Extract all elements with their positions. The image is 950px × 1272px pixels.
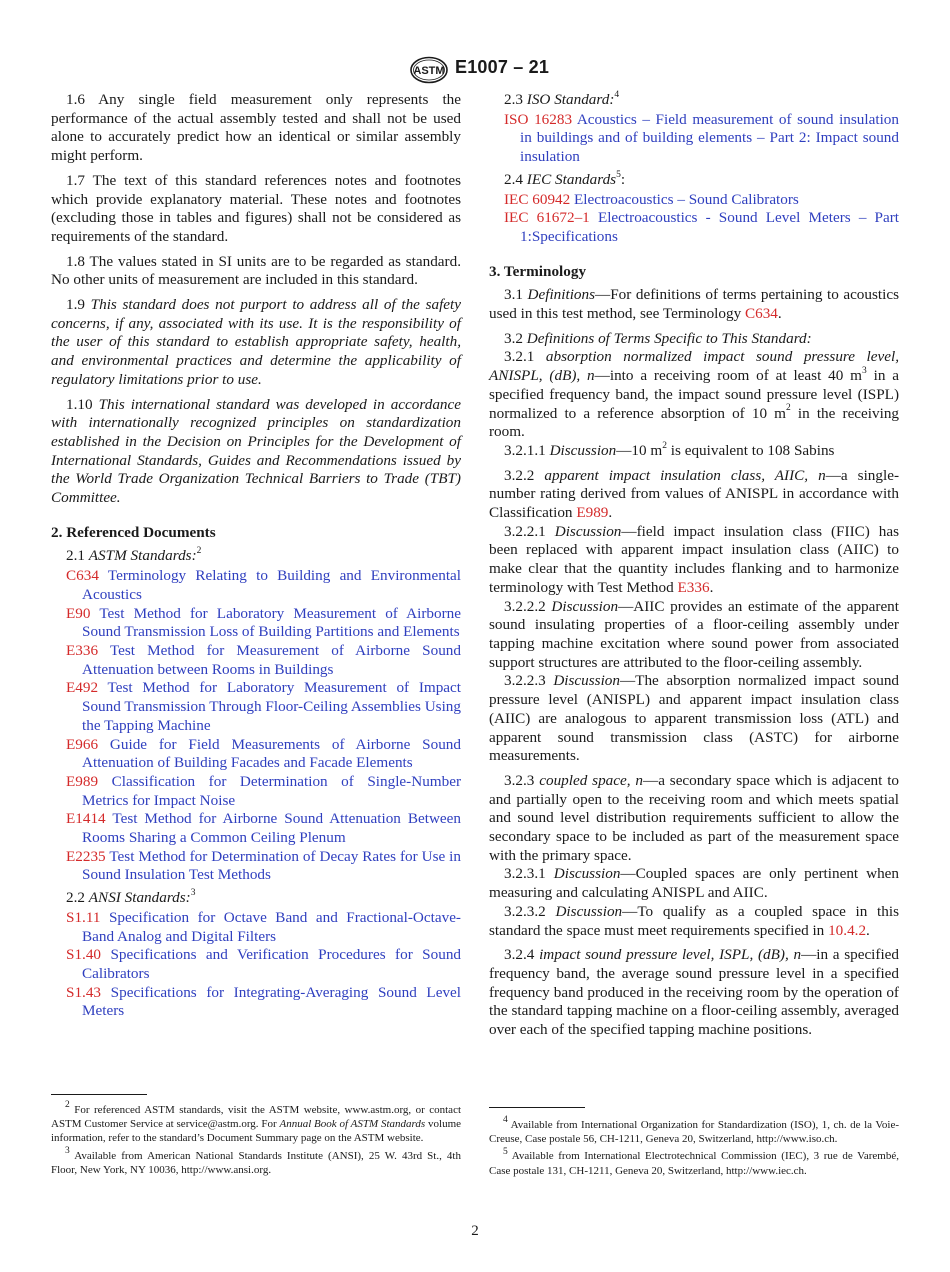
para-text: —To qualify as a coupled space in this standard the space must meet requirements specified in [489, 902, 900, 939]
ref-title[interactable]: Electroacoustics – Sound Calibrators [574, 190, 799, 208]
ref-title[interactable]: Electroacoustics - Sound Level Meters – Part 1:Specifications [520, 209, 900, 245]
term: Discussion [549, 441, 617, 459]
term: apparent impact insulation class, AIIC, n [544, 466, 826, 484]
ref-designation[interactable]: IEC 60942 [504, 190, 571, 208]
para-3-2-2 [489, 467, 899, 523]
page-number: 2 [471, 1223, 479, 1239]
section-heading-referenced-documents: 2. Referenced Documents [51, 523, 216, 541]
ref-title[interactable]: Specifications and Verification Procedures for Sound Calibrators [82, 946, 462, 982]
punctuation: . [608, 504, 613, 522]
ref-title[interactable]: Test Method for Airborne Sound Attenuation Between Rooms Sharing a Common Ceiling Plenum [82, 810, 461, 847]
ref-title[interactable]: Test Method for Laboratory Measurement of Impact Sound Transmission Through Floor-Ceiling Assemblies Using the Tapping Machine [82, 679, 462, 734]
right-column [489, 91, 899, 1046]
ref-title[interactable]: Test Method for Measurement of Airborne Sound Attenuation between Rooms in Buildings [82, 641, 461, 678]
para-text: —For definitions of terms pertaining to acoustics used in this test method, see Terminology [489, 286, 899, 323]
para-text: —field impact insulation class (FIIC) has been replaced with apparent impact insulation class (AIIC) to make clear that the quantity includes flanking and to harmonize terminology with Test Method [489, 522, 900, 596]
ref-designation[interactable]: ISO 16283 [504, 110, 573, 128]
punctuation: . [866, 921, 870, 939]
para-text: —The absorption normalized impact sound pressure level (ANISPL) and apparent impact insulation class (AIIC) are analogous to apparent transmission loss (ATL) and apparent sound transmission class (ASTC) for airborne measurements. [489, 672, 900, 765]
para-3-2-1-1 [489, 442, 899, 461]
para-3-1 [489, 286, 899, 323]
astm-logo [409, 56, 449, 84]
reference-item[interactable] [51, 642, 461, 679]
footnote-ref[interactable]: 3 [190, 888, 196, 899]
ref-designation[interactable]: S1.40 [66, 946, 102, 964]
footnote-number: 4 [503, 1115, 508, 1126]
footnote-number: 3 [65, 1145, 70, 1156]
para-1-7: 1.7 The text of this standard references notes and footnotes which provide explanatory material. These notes and footnotes (excluding those in tables and figures) shall not be considered as requirements of the standard. [51, 171, 461, 245]
subsection-number: 2.4 [504, 170, 523, 188]
para-number: 3.2 [504, 329, 523, 347]
reference-item[interactable] [51, 567, 461, 604]
footnote-4 [489, 1115, 899, 1146]
reference-item[interactable] [51, 848, 461, 885]
subsection-label: ASTM Standards: [88, 547, 197, 565]
footnote-number: 5 [503, 1146, 508, 1157]
reference-item[interactable] [489, 191, 899, 210]
footnote-text: Available from American National Standards Institute (ANSI), 25 W. 43rd St., 4th Floor, New York, NY 10036, http://www.ansi.org. [51, 1149, 461, 1176]
para-1-10 [51, 396, 461, 508]
term: Discussion [553, 865, 621, 883]
subsection-ansi-standards [51, 889, 461, 908]
ref-designation[interactable]: S1.43 [66, 983, 102, 1001]
ref-designation[interactable]: S1.11 [66, 908, 101, 926]
footnote-3 [51, 1145, 461, 1177]
footnote-ref[interactable]: 4 [614, 89, 620, 100]
ref-title[interactable]: Classification for Determination of Single-Number Metrics for Impact Noise [82, 772, 461, 809]
para-text: —a secondary space which is adjacent to and partially open to the receiving room and which meets spatial and sound level distribution requirements sufficient to allow the secondary space to be included as part of the measurement space with the primary space. [489, 771, 900, 864]
footnote-title: Annual Book of ASTM Standards [279, 1118, 426, 1131]
ref-title[interactable]: Acoustics – Field measurement of sound insulation in buildings and of building elements – Part 2: Impact sound insulation [520, 110, 899, 166]
ref-designation[interactable]: E90 [66, 604, 91, 622]
ref-title[interactable]: Specifications for Integrating-Averaging Sound Level Meters [82, 983, 461, 1020]
para-3-2-2-1 [489, 523, 899, 598]
reference-item[interactable] [51, 773, 461, 810]
ref-designation[interactable]: E966 [66, 735, 99, 753]
para-text: is equivalent to 108 Sabins [670, 441, 835, 459]
left-column [51, 91, 461, 1021]
punctuation: : [620, 170, 626, 188]
para-text: This standard does not purport to address all of the safety concerns, if any, associated with its use. It is the responsibility of the user of this standard to establish appropriate safety, health, and environmental practices and determine the applicability of regulatory limitations prior to use. [51, 296, 462, 388]
footnote-rule-right [489, 1107, 585, 1108]
footnote-ref[interactable]: 2 [196, 546, 202, 557]
para-text: This international standard was developed in accordance with internationally recognized principles on standardization established in the Decision on Principles for the Development of International Standards, Guides and Recommendations issued by the World Trade Organization Technical Barriers to Trade (TBT) Committee. [51, 395, 461, 507]
para-number: 3.2.1.1 [504, 441, 546, 459]
reference-item[interactable] [51, 679, 461, 735]
subsection-iec-standards [489, 171, 899, 190]
ref-designation[interactable]: IEC 61672–1 [504, 209, 590, 227]
para-number: 1.9 [66, 296, 85, 314]
para-3-2-2-2 [489, 598, 899, 673]
ref-title[interactable]: Test Method for Determination of Decay Rates for Use in Sound Insulation Test Methods [82, 847, 461, 884]
para-1-6: 1.6 Any single field measurement only represents the performance of the actual assembly tested and shall not be used alone to accurately predict how an identical or similar assembly might perform. [51, 91, 461, 165]
ref-title[interactable]: Test Method for Laboratory Measurement of Airborne Sound Transmission Loss of Building Partitions and Elements [82, 604, 461, 641]
punctuation: . [777, 305, 782, 323]
footnotes-right [489, 1115, 899, 1181]
ref-title[interactable]: Specification for Octave Band and Fractional-Octave-Band Analog and Digital Filters [82, 908, 461, 945]
page-header [0, 56, 950, 84]
para-text: in a specified frequency band, the impact sound pressure level (ISPL) normalized to a reference absorption of 10 m [489, 367, 900, 422]
superscript: 2 [786, 403, 791, 414]
para-text: —into a receiving room of at least 40 m [594, 367, 862, 385]
para-text: in the receiving room. [489, 404, 900, 441]
subsection-number: 2.1 [66, 547, 85, 565]
superscript: 2 [662, 440, 667, 451]
ref-designation[interactable]: E2235 [66, 847, 106, 865]
para-3-2 [489, 330, 899, 349]
para-number: 3.2.2.2 [504, 597, 546, 615]
section-heading-terminology: 3. Terminology [489, 262, 587, 280]
term: Discussion [554, 522, 622, 540]
para-3-2-2-3 [489, 672, 899, 766]
reference-item[interactable] [51, 810, 461, 847]
para-text: —AIIC provides an estimate of the apparent sound insulating properties of a floor-ceiling assembly under tapping machine excitation where sound power from associated support structures are attributed to the floor-ceiling assembly. [489, 597, 899, 671]
footnote-rule-left [51, 1094, 147, 1095]
term: Definitions of Terms Specific to This Standard: [526, 329, 812, 347]
para-number: 3.1 [504, 286, 523, 304]
para-3-2-4 [489, 946, 899, 1040]
subsection-iso-standard [489, 91, 899, 110]
xref-link[interactable]: E989 [576, 504, 609, 522]
footnote-ref[interactable]: 5 [616, 169, 621, 180]
term: Discussion [553, 672, 620, 690]
para-text: —Coupled spaces are only pertinent when measuring and calculating ANISPL and AIIC. [489, 865, 899, 902]
ref-designation[interactable]: E989 [66, 772, 99, 790]
footnotes-left [51, 1100, 462, 1180]
subsection-label: ANSI Standards: [88, 889, 191, 907]
reference-item[interactable] [489, 111, 899, 167]
para-number: 3.2.3 [504, 771, 535, 789]
para-text: —10 m [616, 441, 663, 459]
term: Discussion [551, 597, 619, 615]
para-text: —a single-number rating derived from values of ANISPL in accordance with Classification [489, 466, 900, 522]
para-number: 3.2.4 [504, 946, 535, 964]
para-3-2-3 [489, 772, 899, 866]
ref-designation[interactable]: C634 [66, 567, 99, 585]
ref-designation[interactable]: E1414 [66, 810, 106, 828]
para-1-9 [51, 296, 461, 390]
ref-title[interactable]: Guide for Field Measurements of Airborne Sound Attenuation of Building Facades and Facade Elements [82, 735, 461, 772]
footnote-5 [489, 1146, 899, 1177]
subsection-number: 2.2 [66, 889, 85, 907]
subsection-number: 2.3 [504, 91, 523, 108]
reference-item[interactable] [51, 909, 461, 946]
para-number: 3.2.2.1 [504, 522, 546, 540]
footnote-2 [51, 1100, 462, 1146]
footnote-text: For referenced ASTM standards, visit the ASTM website, www.astm.org, or contact ASTM Customer Service at service@astm.org. For [51, 1104, 462, 1131]
astm-reference-list [51, 567, 461, 885]
para-number: 1.10 [66, 395, 93, 413]
term: Discussion [555, 902, 623, 920]
para-1-8: 1.8 The values stated in SI units are to be regarded as standard. No other units of measurement are included in this standard. [51, 252, 461, 289]
footnote-text: Available from International Electrotechnical Commission (IEC), 3 rue de Varembé, Case postale 131, CH-1211, Geneva 20, Switzerland, http://www.iec.ch. [489, 1150, 899, 1177]
reference-item[interactable] [51, 605, 461, 642]
xref-link[interactable]: 10.4.2 [828, 921, 867, 939]
xref-link[interactable]: E336 [677, 578, 710, 596]
para-text: —in a specified frequency band, the average sound pressure level in a specified frequency band produced in the receiving room by the operation of the standard tapping machine on a floor-ceiling assembly, averaged over each of the specified tapping machine positions. [489, 946, 900, 1039]
para-number: 3.2.2.3 [504, 672, 546, 690]
reference-item[interactable] [51, 984, 461, 1021]
ref-designation[interactable]: E336 [66, 641, 99, 659]
para-3-2-1 [489, 348, 899, 442]
footnote-text: Available from International Organization for Standardization (ISO), 1, ch. de la Voie-Creuse, Case postale 56, CH-1211, Geneva 20, Switzerland, http://www.iso.ch. [489, 1119, 899, 1146]
punctuation: . [709, 578, 714, 596]
reference-item[interactable] [51, 736, 461, 773]
term: absorption normalized impact sound pressure level, ANISPL, (dB), n [489, 348, 899, 385]
xref-link[interactable]: C634 [744, 305, 778, 323]
reference-item[interactable] [489, 209, 899, 246]
footnote-text: volume information, refer to the standard’s Document Summary page on the ASTM website. [51, 1118, 462, 1145]
para-number: 3.2.1 [504, 348, 535, 366]
footnote-number: 2 [65, 1100, 70, 1111]
logo-lettering: ASTM [413, 65, 445, 77]
reference-item[interactable] [51, 946, 461, 983]
para-number: 3.2.2 [504, 466, 535, 484]
subsection-label: IEC Standards [526, 170, 617, 188]
standard-designation: E1007 – 21 [455, 57, 550, 77]
para-3-2-3-1 [489, 865, 899, 902]
ref-title[interactable]: Terminology Relating to Building and Environmental Acoustics [82, 567, 461, 603]
subsection-astm-standards [51, 547, 461, 566]
para-3-2-3-2 [489, 903, 899, 940]
ansi-reference-list [51, 909, 461, 1021]
para-number: 3.2.3.2 [504, 902, 546, 920]
ref-designation[interactable]: E492 [66, 679, 99, 697]
subsection-label: ISO Standard: [526, 91, 615, 108]
term: coupled space, n [539, 771, 643, 789]
term: Definitions [527, 286, 596, 304]
superscript: 3 [862, 366, 867, 377]
para-number: 3.2.3.1 [504, 865, 546, 883]
term: impact sound pressure level, ISPL, (dB), n [539, 946, 802, 964]
